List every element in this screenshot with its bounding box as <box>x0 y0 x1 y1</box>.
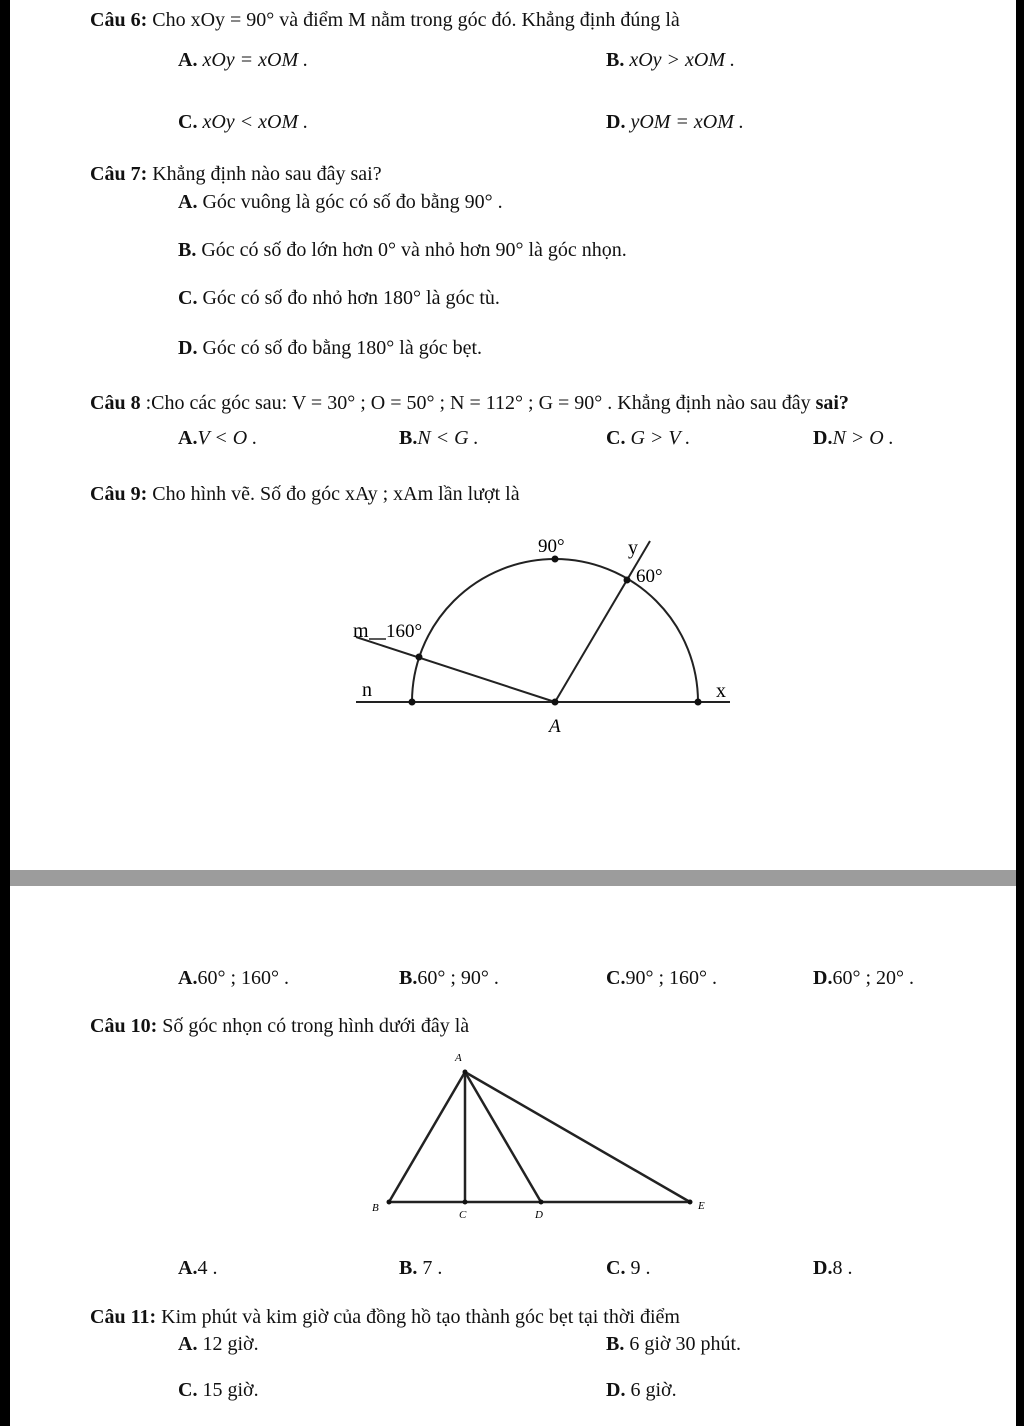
option-letter: C. <box>606 967 626 989</box>
q11-option-a[interactable] <box>178 1332 259 1356</box>
option-letter: C. <box>606 427 626 449</box>
question-8-text: :Cho các góc sau: V = 30° ; O = 50° ; N = 112° ; G = 90° . Khẳng định nào sau đây <box>145 392 811 414</box>
option-letter: D. <box>813 1257 833 1279</box>
option-letter: C. <box>606 1257 626 1279</box>
option-letter: B. <box>399 1257 418 1279</box>
option-text: Góc có số đo lớn hơn 0° và nhỏ hơn 90° là góc nhọn. <box>201 239 627 261</box>
question-8-emphasis: sai? <box>815 392 849 414</box>
option-text: 7 . <box>422 1257 443 1279</box>
option-text: 6 giờ 30 phút. <box>629 1333 742 1355</box>
option-text: 60° ; 90° . <box>417 967 499 989</box>
label-m: m <box>353 620 369 642</box>
option-text: 60° ; 160° . <box>197 967 290 989</box>
point-60 <box>624 577 631 584</box>
option-letter: B. <box>178 239 197 261</box>
option-text: 6 giờ. <box>630 1379 677 1401</box>
point-e <box>688 1200 693 1205</box>
option-text: G > V . <box>630 427 691 449</box>
point-d <box>539 1200 544 1205</box>
option-letter: B. <box>606 1333 625 1355</box>
q10-option-c[interactable] <box>606 1256 650 1280</box>
option-text: Góc có số đo nhỏ hơn 180° là góc tù. <box>202 287 500 309</box>
option-letter: C. <box>178 111 198 133</box>
option-text: 9 . <box>630 1257 651 1279</box>
option-text: yOM = xOM . <box>630 111 744 133</box>
segment-ad <box>465 1072 541 1202</box>
question-11-label: Câu 11: <box>90 1306 157 1328</box>
q10-option-b[interactable] <box>399 1256 442 1280</box>
label-n: n <box>362 679 372 701</box>
q10-option-d[interactable] <box>813 1256 852 1280</box>
question-7-text: Khẳng định nào sau đây sai? <box>152 163 382 185</box>
label-c: C <box>459 1209 467 1221</box>
option-letter: B. <box>399 427 418 449</box>
protractor-figure <box>10 0 1016 870</box>
option-text: xOy > xOM . <box>629 49 736 71</box>
question-10-text: Số góc nhọn có trong hình dưới đây là <box>162 1015 470 1037</box>
point-b <box>387 1200 392 1205</box>
option-text: V < O . <box>197 427 258 449</box>
label-a: A <box>549 716 561 737</box>
question-11-text: Kim phút và kim giờ của đồng hồ tạo thành góc bẹt tại thời điểm <box>161 1306 680 1328</box>
question-11 <box>90 1305 680 1329</box>
option-letter: D. <box>813 427 833 449</box>
point-160 <box>416 654 423 661</box>
option-letter: A. <box>178 1257 198 1279</box>
option-letter: B. <box>606 49 625 71</box>
point-c <box>463 1200 468 1205</box>
question-9-text: Cho hình vẽ. Số đo góc xAy ; xAm lần lượt là <box>152 483 520 505</box>
point-a <box>463 1070 468 1075</box>
option-letter: A. <box>178 191 198 213</box>
option-text: 12 giờ. <box>202 1333 259 1355</box>
option-text: 90° ; 160° . <box>625 967 718 989</box>
option-letter: A. <box>178 49 198 71</box>
segment-ae <box>465 1072 690 1202</box>
point-a <box>552 699 559 706</box>
segment-ab <box>389 1072 465 1202</box>
option-letter: D. <box>178 337 198 359</box>
label-y: y <box>628 537 638 559</box>
label-d: D <box>535 1209 543 1221</box>
question-9-label: Câu 9: <box>90 483 148 505</box>
question-6-text: Cho xOy = 90° và điểm M nằm trong góc đó. Khẳng định đúng là <box>152 9 680 31</box>
option-text: 60° ; 20° . <box>832 967 915 989</box>
page-1 <box>10 0 1016 870</box>
option-letter: A. <box>178 967 198 989</box>
question-7-label: Câu 7: <box>90 163 148 185</box>
q11-option-c[interactable] <box>178 1378 259 1402</box>
option-letter: D. <box>606 111 626 133</box>
label-90: 90° <box>538 536 565 557</box>
point-n <box>409 699 416 706</box>
q10-option-a[interactable] <box>178 1256 217 1280</box>
option-text: xOy < xOM . <box>202 111 309 133</box>
q11-option-d[interactable] <box>606 1378 677 1402</box>
question-10-label: Câu 10: <box>90 1015 158 1037</box>
option-letter: A. <box>178 427 198 449</box>
option-text: N < G . <box>417 427 479 449</box>
question-8-label: Câu 8 <box>90 392 141 414</box>
triangle-figure <box>10 886 1016 1426</box>
question-6-label: Câu 6: <box>90 9 148 31</box>
option-letter: C. <box>178 287 198 309</box>
page-separator <box>10 870 1016 886</box>
option-text: 15 giờ. <box>202 1379 259 1401</box>
ray-am <box>356 637 555 702</box>
label-e: E <box>698 1200 705 1212</box>
option-text: xOy = xOM . <box>202 49 309 71</box>
option-letter: D. <box>813 967 833 989</box>
page-2 <box>10 886 1016 1426</box>
option-text: Góc vuông là góc có số đo bằng 90° . <box>202 191 503 213</box>
point-x <box>695 699 702 706</box>
label-60: 60° <box>636 566 663 587</box>
label-a: A <box>455 1052 462 1064</box>
option-letter: D. <box>606 1379 626 1401</box>
label-160: 160° <box>386 621 423 642</box>
option-text: 8 . <box>832 1257 853 1279</box>
option-text: 4 . <box>197 1257 218 1279</box>
option-letter: B. <box>399 967 418 989</box>
label-x: x <box>716 680 726 702</box>
option-letter: A. <box>178 1333 198 1355</box>
label-b: B <box>372 1202 379 1214</box>
option-text: Góc có số đo bằng 180° là góc bẹt. <box>202 337 483 359</box>
option-letter: C. <box>178 1379 198 1401</box>
option-text: N > O . <box>832 427 894 449</box>
q11-option-b[interactable] <box>606 1332 741 1356</box>
